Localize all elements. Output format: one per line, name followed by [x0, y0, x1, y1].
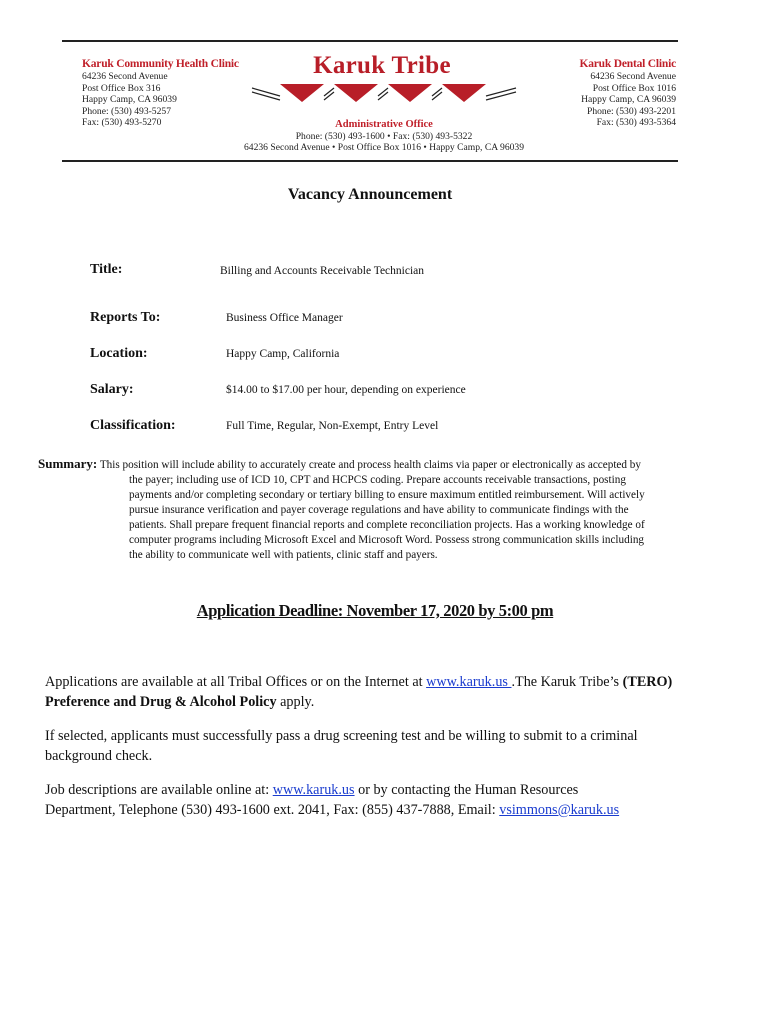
applications-text: Applications are available at all Tribal Offices or on the Internet at: [45, 674, 427, 690]
page-title: Vacancy Announcement: [287, 186, 453, 203]
right-clinic-block: [520, 58, 676, 129]
left-clinic-line: Happy Camp, CA 96039: [82, 94, 177, 106]
classification-value: Full Time, Regular, Non-Exempt, Entry Level: [226, 420, 439, 432]
header-bottom-rule: [62, 160, 678, 162]
reports-to-value: Business Office Manager: [226, 312, 343, 324]
administrative-office-label: Administrative Office: [335, 119, 433, 130]
tribal-design-icon: [250, 82, 518, 104]
applications-text: .The Karuk Tribe’s: [511, 674, 623, 690]
tero-text: (TERO): [622, 674, 673, 690]
admin-address-line: 64236 Second Avenue • Post Office Box 1016 • Happy Camp, CA 96039: [243, 142, 525, 153]
left-clinic-name: Karuk Community Health Clinic: [82, 58, 239, 70]
right-clinic-name: Karuk Dental Clinic: [579, 58, 676, 70]
job-descriptions-text: or by contacting the Human Resources: [354, 782, 579, 798]
salary-label: Salary:: [90, 382, 134, 397]
karuk-website-link[interactable]: www.karuk.us: [272, 782, 355, 798]
summary-line: the payer; including use of ICD 10, CPT and HCPCS coding. Prepare accounts receivable transactions, posting: [129, 474, 626, 486]
email-link[interactable]: vsimmons@karuk.us: [499, 802, 620, 818]
admin-phone-line: Phone: (530) 493-1600 • Fax: (530) 493-5322: [295, 131, 473, 142]
left-clinic-line: Phone: (530) 493-5257: [82, 105, 171, 117]
summary-line: patients. Shall prepare frequent financial reports and complete reconciliation projects. Has a working knowledge of: [129, 519, 645, 531]
right-clinic-line: Phone: (530) 493-2201: [587, 105, 676, 117]
summary-line: This position will include ability to accurately create and process health claims via paper or electronically as accepted by: [99, 459, 641, 471]
left-clinic-line: Fax: (530) 493-5270: [82, 117, 162, 129]
applications-text: apply.: [276, 694, 315, 710]
title-value: Billing and Accounts Receivable Technician: [220, 265, 425, 277]
title-label: Title:: [90, 262, 123, 277]
right-clinic-line: Fax: (530) 493-5364: [596, 117, 676, 129]
right-clinic-line: 64236 Second Avenue: [590, 71, 676, 82]
top-rule: [62, 40, 678, 42]
summary-line: the ability to communicate well with patients, clinic staff and payers.: [129, 549, 438, 561]
left-clinic-line: Post Office Box 316: [82, 82, 161, 94]
drug-screening-paragraph: If selected, applicants must successfully pass a drug screening test and be willing to submit to a criminal background check.: [45, 728, 638, 764]
summary-line: pursue insurance verification and payer coverage regulations and have ability to communicate findings with the: [129, 504, 629, 516]
job-descriptions-text: Job descriptions are available online at:: [45, 782, 273, 798]
karuk-website-link[interactable]: www.karuk.us: [426, 674, 512, 690]
location-value: Happy Camp, California: [226, 348, 340, 360]
reports-to-label: Reports To:: [90, 310, 161, 325]
tribe-logo-title: Karuk Tribe: [313, 52, 451, 79]
job-descriptions-text: Department, Telephone (530) 493-1600 ext. 2041, Fax: (855) 437-7888, Email:: [45, 802, 500, 818]
summary-line: computer programs including Microsoft Excel and Microsoft Word. Possess strong communication skills including: [129, 534, 645, 546]
job-descriptions-paragraph: [45, 780, 735, 820]
right-clinic-line: Happy Camp, CA 96039: [581, 94, 676, 106]
summary-line: payments and/or completing secondary or tertiary billing to ensure maximum entitled reimbursement. Will actively: [129, 489, 645, 501]
summary-label: Summary:: [38, 456, 98, 471]
application-deadline: Application Deadline: November 17, 2020 by 5:00 pm: [196, 601, 554, 620]
location-label: Location:: [90, 346, 148, 361]
classification-label: Classification:: [90, 418, 176, 433]
policy-text: Preference and Drug & Alcohol Policy: [45, 694, 277, 710]
right-clinic-line: Post Office Box 1016: [592, 82, 676, 94]
left-clinic-line: 64236 Second Avenue: [82, 71, 168, 82]
summary-section: [38, 456, 728, 563]
applications-paragraph: [45, 672, 735, 712]
salary-value: $14.00 to $17.00 per hour, depending on experience: [226, 384, 466, 396]
